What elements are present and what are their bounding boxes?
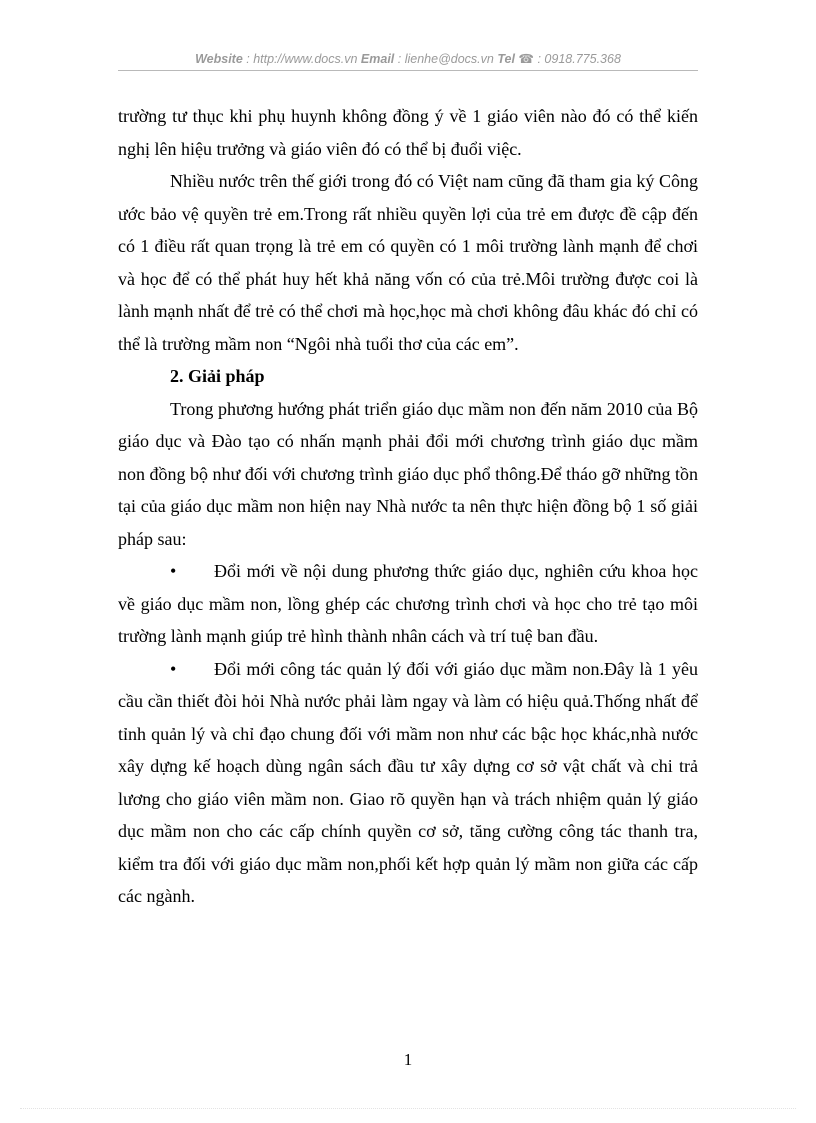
header-divider [118,70,698,71]
website-label: Website [195,52,243,66]
paragraph-1: trường tư thục khi phụ huynh không đồng ý về 1 giáo viên nào đó có thể kiến nghị lên hiệu trưởng và giáo viên đó có thể bị đuổi việc. [118,106,698,159]
bullet-item-2 [118,653,698,913]
bullet-text-2: Đổi mới công tác quản lý đối với giáo dục mầm non.Đây là 1 yêu cầu cần thiết đòi hỏi Nhà nước phải làm ngay và làm có hiệu quả.Thống nhất để tỉnh quản lý và chỉ đạo chung đối với mầm non như các bậc học khác,nhà nước xây dựng kế hoạch dùng ngân sách đầu tư xây dựng cơ sở vật chất và chi trả lương cho giáo viên mầm non. Giao rõ quyền hạn và trách nhiệm quản lý giáo dục mầm non cho các cấp chính quyền cơ sở, tăng cường công tác thanh tra, kiểm tra đối với giáo dục mầm non,phối kết hợp quản lý mầm non giữa các cấp các ngành. [118,658,698,906]
bullet-text-1: Đổi mới về nội dung phương thức giáo dục, nghiên cứu khoa học về giáo dục mầm non, lồng ghép các chương trình chơi và học cho trẻ tạo môi trường lành mạnh giúp trẻ hình thành nhân cách và trí tuệ ban đầu. [118,561,698,646]
bullet-icon: • [170,658,177,679]
bottom-divider [20,1108,796,1109]
website-value: : http://www.docs.vn [246,52,358,66]
email-label: Email [360,52,395,66]
page-number: 1 [403,1050,413,1069]
email-value: : lienhe@docs.vn [397,52,494,66]
bullet-icon: • [170,561,177,581]
document-body [118,100,698,913]
paragraph-2: Nhiều nước trên thế giới trong đó có Việt nam cũng đã tham gia ký Công ước bảo vệ quyền trẻ em.Trong rất nhiều quyền lợi của trẻ em được đề cập đến có 1 điều rất quan trọng là trẻ em có quyền có 1 môi trường lành mạnh để chơi và học để có thể phát huy hết khả năng vốn có của trẻ.Môi trường được coi là lành mạnh nhất để trẻ có thể chơi mà học,học mà chơi không đâu khác đó chỉ có thể là trường mầm non “Ngôi nhà tuổi thơ của các em”. [118,171,698,354]
section-heading: 2. Giải pháp [170,366,265,386]
paragraph-3: Trong phương hướng phát triển giáo dục mầm non đến năm 2010 của Bộ giáo dục và Đào tạo có nhấn mạnh phải đổi mới chương trình giáo dục mầm non đồng bộ như đối với chương trình giáo dục phổ thông.Để tháo gỡ những tồn tại của giáo dục mầm non hiện nay Nhà nước ta nên thực hiện đồng bộ 1 số giải pháp sau: [118,398,698,549]
tel-value: : 0918.775.368 [537,52,621,66]
bullet-item-1 [118,555,698,653]
page-header [118,51,698,71]
tel-label: Tel [497,52,515,66]
phone-icon: ☎ [518,52,534,66]
